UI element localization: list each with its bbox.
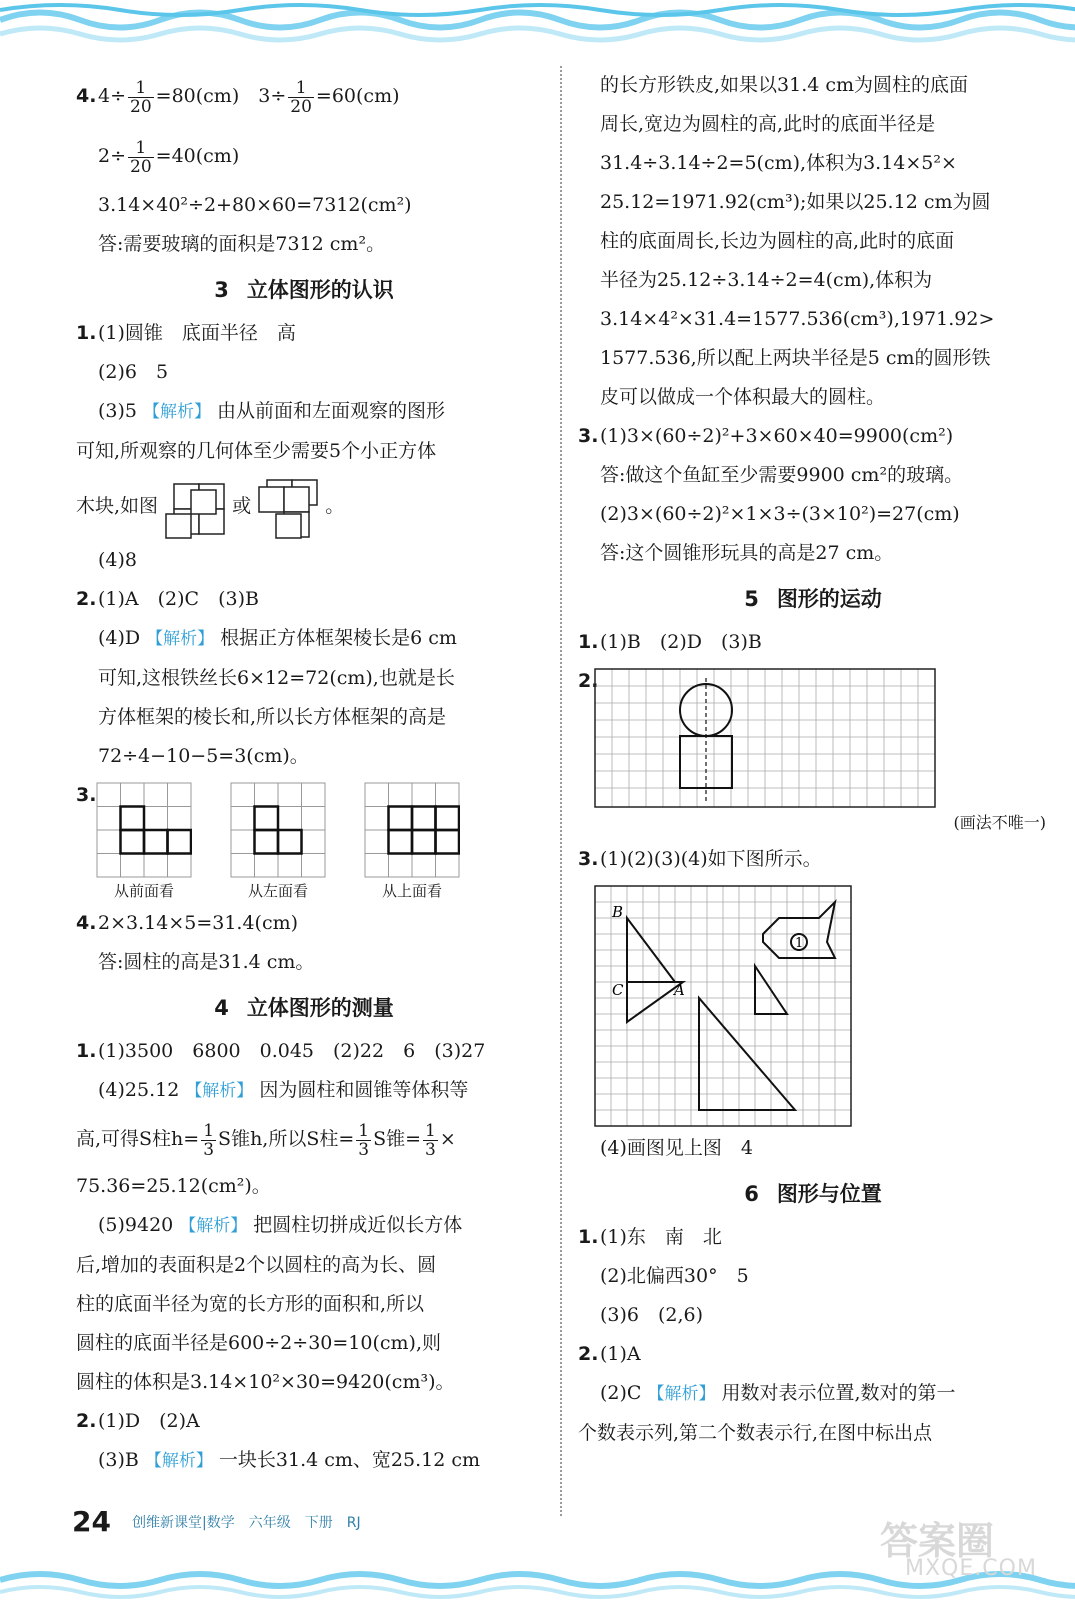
cube-figure-2 xyxy=(257,474,319,540)
s3-q1-line-3: (3)5 【解析】 由从前面和左面观察的图形 xyxy=(98,400,446,422)
s3-q3-block: 3. 从前面看 从左面看 从上面看 xyxy=(76,776,532,904)
section-3-heading: 3 立体图形的认识 xyxy=(214,278,394,302)
label-c: C xyxy=(612,981,624,999)
cont-line-6: 半径为25.12÷3.14÷2=4(cm),体积为 xyxy=(600,269,933,291)
s3-q1-line-5: 木块,如图 或 。 xyxy=(76,471,532,541)
q3-line-2: 答:做这个鱼缸至少需要9900 cm²的玻璃。 xyxy=(600,464,964,486)
view-top xyxy=(364,782,460,878)
q4-line-1: 4.4÷ $\frac{1}{20}$ =80(cm) 3÷ $\frac{1}{20}$ =60(cm) xyxy=(76,77,400,117)
motion-grid-figure xyxy=(594,668,936,808)
s6-q1-line-3: (3)6 (2,6) xyxy=(600,1304,704,1326)
s4-q1-line-4: 75.36=25.12(cm²)。 xyxy=(76,1175,271,1197)
s6-q2-line-3: 个数表示列,第二个数表示行,在图中标出点 xyxy=(578,1422,933,1444)
cont-line-8: 1577.536,所以配上两块半径是5 cm的圆形铁 xyxy=(600,347,991,369)
watermark-url: MXQE.COM xyxy=(905,1556,1037,1581)
fraction: $\frac{1}{20}$ xyxy=(130,77,152,117)
cont-line-1: 的长方形铁皮,如果以31.4 cm为圆柱的底面 xyxy=(600,74,969,96)
s6-q2-line-1: 2.(1)A xyxy=(578,1343,641,1365)
caption-front: 从前面看 xyxy=(113,882,174,900)
analysis-tag: 【解析】 xyxy=(179,1216,248,1236)
s4-q1-line-9: 圆柱的体积是3.14×10²×30=9420(cm³)。 xyxy=(76,1371,455,1393)
cont-line-2: 周长,宽边为圆柱的高,此时的底面半径是 xyxy=(600,113,936,135)
fraction: $\frac{1}{3}$ xyxy=(358,1120,370,1160)
fraction: $\frac{1}{20}$ xyxy=(290,77,312,117)
s4-q2-line-1: 2.(1)D (2)A xyxy=(76,1410,200,1432)
caption-top: 从上面看 xyxy=(381,882,442,900)
q4-answer: 答:需要玻璃的面积是7312 cm²。 xyxy=(98,233,386,255)
s3-q2-line-5: 72÷4−10−5=3(cm)。 xyxy=(98,745,309,767)
page-number: 24 xyxy=(72,1505,111,1538)
s3-q1-line-2: (2)6 5 xyxy=(98,361,169,383)
analysis-tag: 【解析】 xyxy=(144,1451,213,1471)
s4-q1-line-3: 高,可得S柱h= $\frac{1}{3}$ S锥h,所以S柱= $\frac{1}{3}$ S锥= $\frac{1}{3}$ × xyxy=(76,1120,456,1160)
section-4-heading: 4 立体图形的测量 xyxy=(214,996,394,1020)
transform-grid-figure xyxy=(594,885,852,1127)
s4-q1-line-2: (4)25.12 【解析】 因为圆柱和圆锥等体积等 xyxy=(98,1079,469,1101)
s5-q3-line-1: 3.(1)(2)(3)(4)如下图所示。 xyxy=(578,848,822,870)
s5-q2-block: 2. (画法不唯一) xyxy=(578,670,1046,832)
label-1: 1 xyxy=(795,936,804,951)
s6-q1-line-2: (2)北偏西30° 5 xyxy=(600,1265,749,1287)
analysis-tag: 【解析】 xyxy=(185,1081,254,1101)
s3-q1-line-6: (4)8 xyxy=(98,549,138,571)
section-6-heading: 6 图形与位置 xyxy=(744,1182,882,1206)
cont-line-4: 25.12=1971.92(cm³);如果以25.12 cm为圆 xyxy=(600,191,991,213)
s3-q2-line-2: (4)D 【解析】 根据正方体框架棱长是6 cm xyxy=(98,627,457,649)
analysis-tag: 【解析】 xyxy=(143,402,212,422)
view-front xyxy=(96,782,192,878)
fraction: $\frac{1}{3}$ xyxy=(425,1120,436,1160)
s4-q1-line-6: 后,增加的表面积是2个以圆柱的高为长、圆 xyxy=(76,1254,437,1276)
s4-q1-line-5: (5)9420 【解析】 把圆柱切拼成近似长方体 xyxy=(98,1214,463,1236)
left-column xyxy=(76,66,532,1481)
s3-q2-line-4: 方体框架的棱长和,所以长方体框架的高是 xyxy=(98,706,447,728)
page-footer xyxy=(72,1505,361,1538)
s3-q1-line-1: 1.(1)圆锥 底面半径 高 xyxy=(76,322,296,344)
s4-q1-line-1: 1.(1)3500 6800 0.045 (2)22 6 (3)27 xyxy=(76,1040,486,1062)
caption-left: 从左面看 xyxy=(247,882,308,900)
column-divider xyxy=(560,66,562,1516)
s5-q3-line-2: (4)画图见上图 4 xyxy=(600,1137,754,1159)
s3-q2-line-1: 2.(1)A (2)C (3)B xyxy=(76,588,259,610)
s4-q2-line-2: (3)B 【解析】 一块长31.4 cm、宽25.12 cm xyxy=(98,1449,480,1471)
s6-q2-line-2: (2)C 【解析】 用数对表示位置,数对的第一 xyxy=(600,1382,956,1404)
analysis-tag: 【解析】 xyxy=(146,629,215,649)
footer-text: 创维新课堂|数学 六年级 下册 RJ xyxy=(132,1514,361,1531)
cont-line-5: 柱的底面周长,长边为圆柱的高,此时的底面 xyxy=(600,230,955,252)
label-a: A xyxy=(674,981,685,999)
s3-q4-answer: 答:圆柱的高是31.4 cm。 xyxy=(98,951,315,973)
s6-q1-line-1: 1.(1)东 南 北 xyxy=(578,1226,722,1248)
view-left xyxy=(230,782,326,878)
s5-q1-line-1: 1.(1)B (2)D (3)B xyxy=(578,631,762,653)
s5-q3-figure-block xyxy=(578,879,1048,1129)
s3-q4-line-1: 4.2×3.14×5=31.4(cm) xyxy=(76,912,299,934)
section-5-heading: 5 图形的运动 xyxy=(744,587,882,611)
fraction: $\frac{1}{20}$ xyxy=(130,137,152,177)
right-column xyxy=(578,66,1048,1453)
drawing-note: (画法不唯一) xyxy=(953,813,1046,832)
q4-line-3: 3.14×40²÷2+80×60=7312(cm²) xyxy=(98,194,412,216)
s4-q1-line-8: 圆柱的底面半径是600÷2÷30=10(cm),则 xyxy=(76,1332,441,1354)
watermark-logo: 答案圈 xyxy=(880,1519,995,1563)
cont-line-3: 31.4÷3.14÷2=5(cm),体积为3.14×5²× xyxy=(600,152,957,174)
q3-line-4: 答:这个圆锥形玩具的高是27 cm。 xyxy=(600,542,894,564)
q3-line-1: 3.(1)3×(60÷2)²+3×60×40=9900(cm²) xyxy=(578,425,954,447)
label-b: B xyxy=(612,903,624,921)
q3-line-3: (2)3×(60÷2)²×1×3÷(3×10²)=27(cm) xyxy=(600,503,960,525)
fraction: $\frac{1}{3}$ xyxy=(203,1120,215,1160)
s3-q2-line-3: 可知,这根铁丝长6×12=72(cm),也就是长 xyxy=(98,667,455,689)
cube-figure-1 xyxy=(164,474,226,540)
s4-q1-line-7: 柱的底面半径为宽的长方形的面积和,所以 xyxy=(76,1293,425,1315)
s3-q1-line-4: 可知,所观察的几何体至少需要5个小正方体 xyxy=(76,440,437,462)
cont-line-7: 3.14×4²×31.4=1577.536(cm³),1971.92> xyxy=(600,308,995,330)
q4-line-2: 2÷ $\frac{1}{20}$ =40(cm) xyxy=(98,137,240,177)
top-wave-decoration xyxy=(0,0,1075,60)
analysis-tag: 【解析】 xyxy=(647,1384,716,1404)
cont-line-9: 皮可以做成一个体积最大的圆柱。 xyxy=(600,386,886,408)
